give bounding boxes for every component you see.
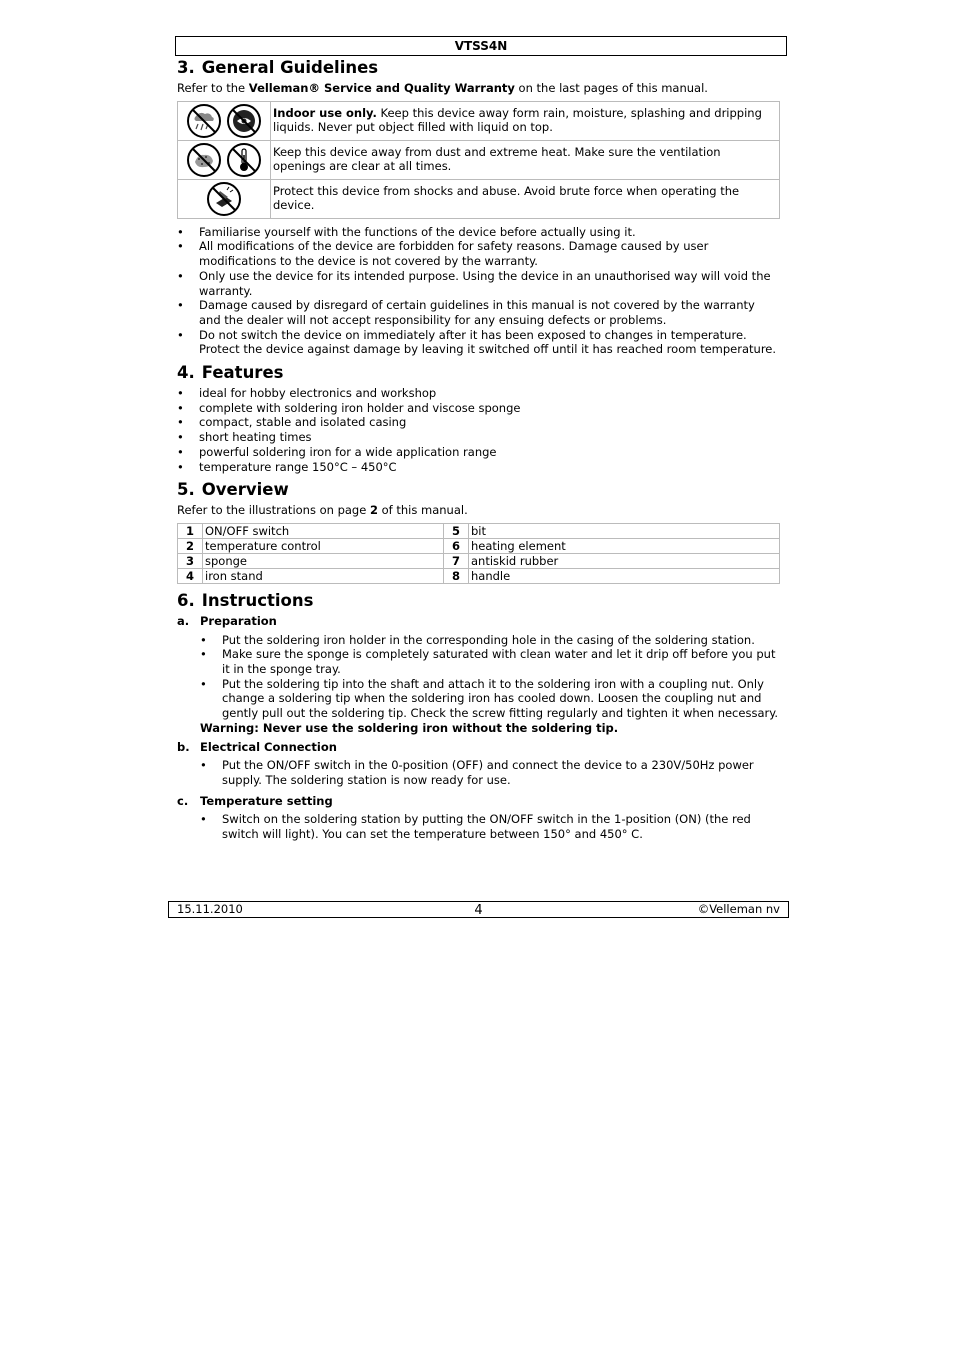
no-water-splash-icon bbox=[226, 103, 262, 139]
part-label: temperature control bbox=[203, 538, 444, 553]
electrical-bullet-list bbox=[200, 758, 780, 787]
section-number: 3. bbox=[177, 58, 195, 77]
subsection-heading-preparation: a. Preparation bbox=[177, 613, 277, 628]
no-heat-thermometer-icon bbox=[226, 142, 262, 178]
part-label: sponge bbox=[203, 553, 444, 568]
section-number: 5. bbox=[177, 480, 195, 500]
section-title: Features bbox=[201, 363, 284, 383]
part-label: heating element bbox=[469, 538, 780, 553]
page-footer bbox=[168, 901, 789, 918]
table-row bbox=[178, 523, 780, 538]
guideline-text: Indoor use only. Keep this device away form rain, moisture, splashing and dripping liquids. Never put object filled with liquid on top. bbox=[271, 101, 780, 140]
table-row bbox=[178, 553, 780, 568]
part-label: handle bbox=[469, 568, 780, 583]
guideline-icons bbox=[178, 101, 271, 140]
section-title: Instructions bbox=[201, 590, 314, 610]
page-header-model: VTSS4N bbox=[175, 36, 787, 56]
features-bullet-list bbox=[177, 386, 780, 474]
list-item: • powerful soldering iron for a wide application range bbox=[177, 445, 780, 460]
list-item: • Switch on the soldering station by putting the ON/OFF switch in the 1-position (ON) (the red switch will light). You can set the temperature between 150° and 450° C. bbox=[200, 812, 780, 841]
guideline-text: Keep this device away from dust and extreme heat. Make sure the ventilation openings are clear at all times. bbox=[271, 140, 780, 179]
footer-page-number: 4 bbox=[474, 903, 483, 918]
part-number: 4 bbox=[178, 568, 203, 583]
list-item: • Put the soldering tip into the shaft and attach it to the soldering iron with a coupling nut. Only change a soldering tip when the soldering iron has cooled down. Loosen the coupling nut and gently pull out the soldering tip. Check the screw fitting regularly and tighten it when necessary. bbox=[200, 677, 780, 721]
overview-intro: Refer to the illustrations on page 2 of this manual. bbox=[177, 503, 468, 518]
list-item: • short heating times bbox=[177, 430, 780, 445]
guideline-icons bbox=[178, 179, 271, 218]
footer-date: 15.11.2010 bbox=[177, 902, 243, 916]
page-content bbox=[177, 56, 780, 842]
part-number: 8 bbox=[444, 568, 469, 583]
part-number: 3 bbox=[178, 553, 203, 568]
list-item: • compact, stable and isolated casing bbox=[177, 415, 780, 430]
preparation-bullet-list bbox=[200, 633, 780, 721]
subsection-heading-temperature-setting: c. Temperature setting bbox=[177, 793, 333, 808]
general-bullet-list bbox=[177, 225, 780, 357]
list-item: • All modifications of the device are forbidden for safety reasons. Damage caused by user modifications to the device is not covered by the warranty. bbox=[177, 239, 780, 268]
no-dust-icon bbox=[186, 142, 222, 178]
section-heading-general-guidelines bbox=[177, 58, 780, 78]
overview-table bbox=[177, 523, 780, 584]
table-row bbox=[178, 568, 780, 583]
list-item: • Damage caused by disregard of certain guidelines in this manual is not covered by the warranty and the dealer will not accept responsibility for any ensuing defects or problems. bbox=[177, 298, 780, 327]
list-item: • Put the soldering iron holder in the corresponding hole in the casing of the soldering station. bbox=[200, 633, 780, 648]
part-number: 2 bbox=[178, 538, 203, 553]
part-label: antiskid rubber bbox=[469, 553, 780, 568]
list-item: • Only use the device for its intended purpose. Using the device in an unauthorised way will void the warranty. bbox=[177, 269, 780, 298]
list-item: • Make sure the sponge is completely saturated with clean water and let it drip off before you put it in the sponge tray. bbox=[200, 647, 780, 676]
guideline-row bbox=[178, 140, 780, 179]
part-number: 6 bbox=[444, 538, 469, 553]
section-heading-overview bbox=[177, 480, 780, 500]
guideline-row bbox=[178, 101, 780, 140]
general-intro: Refer to the Velleman® Service and Quality Warranty on the last pages of this manual. bbox=[177, 81, 708, 95]
guideline-text: Protect this device from shocks and abuse. Avoid brute force when operating the device. bbox=[271, 179, 780, 218]
section-heading-instructions bbox=[177, 591, 780, 611]
subsection-heading-electrical-connection: b. Electrical Connection bbox=[177, 739, 337, 754]
part-label: iron stand bbox=[203, 568, 444, 583]
part-number: 1 bbox=[178, 523, 203, 538]
list-item: • ideal for hobby electronics and workshop bbox=[177, 386, 780, 401]
part-number: 7 bbox=[444, 553, 469, 568]
list-item: • Do not switch the device on immediately after it has been exposed to changes in temperature. Protect the device against damage by leaving it switched off until it has reached room temperature. bbox=[177, 328, 780, 357]
no-shock-icon bbox=[206, 181, 242, 217]
section-title: General Guidelines bbox=[201, 58, 379, 77]
section-title: Overview bbox=[201, 480, 289, 500]
section-heading-features bbox=[177, 363, 780, 383]
part-number: 5 bbox=[444, 523, 469, 538]
section-number: 4. bbox=[177, 363, 195, 383]
temperature-bullet-list bbox=[200, 812, 780, 841]
footer-copyright: ©Velleman nv bbox=[697, 902, 780, 916]
guideline-row bbox=[178, 179, 780, 218]
list-item: • Familiarise yourself with the functions of the device before actually using it. bbox=[177, 225, 780, 240]
part-label: bit bbox=[469, 523, 780, 538]
warning-text: Warning: Never use the soldering iron without the soldering tip. bbox=[200, 720, 619, 735]
no-rain-icon bbox=[186, 103, 222, 139]
guideline-icons bbox=[178, 140, 271, 179]
list-item: • Put the ON/OFF switch in the 0-position (OFF) and connect the device to a 230V/50Hz power supply. The soldering station is now ready for use. bbox=[200, 758, 780, 787]
table-row bbox=[178, 538, 780, 553]
section-number: 6. bbox=[177, 590, 195, 610]
part-label: ON/OFF switch bbox=[203, 523, 444, 538]
list-item: • complete with soldering iron holder and viscose sponge bbox=[177, 401, 780, 416]
list-item: • temperature range 150°C – 450°C bbox=[177, 460, 780, 475]
guidelines-table bbox=[177, 101, 780, 219]
